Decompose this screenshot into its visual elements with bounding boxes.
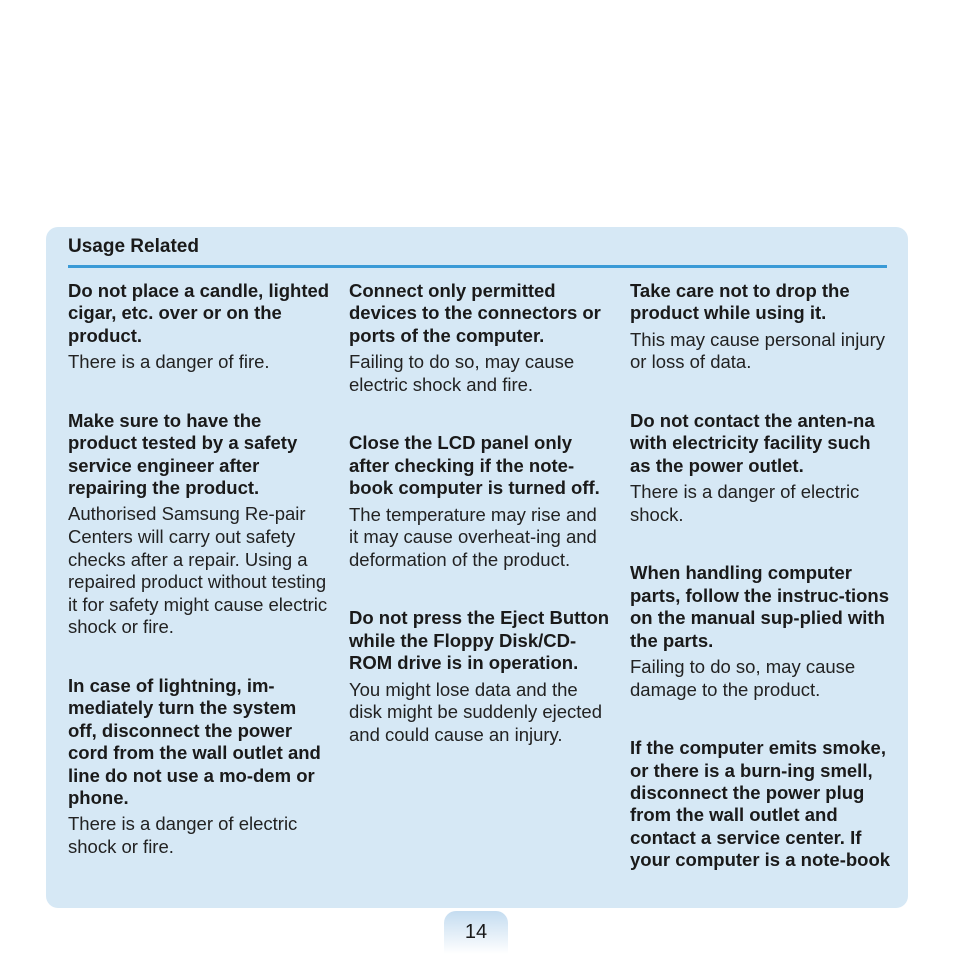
warning-heading: Do not place a candle, lighted cigar, etc. over or on the product. [68, 280, 330, 346]
warning-item [630, 280, 892, 374]
warning-item [68, 410, 330, 639]
warning-body: There is a danger of electric shock. [630, 481, 860, 525]
warning-heading: Do not contact the anten-na with electricity facility such as the power outlet. [630, 410, 875, 476]
warning-body: This may cause personal injury or loss of data. [630, 328, 885, 373]
warning-heading: When handling computer parts, follow the instruc-tions on the manual sup-plied with the parts. [630, 562, 890, 651]
warning-item [68, 675, 330, 859]
warning-heading: Close the LCD panel only after checking if the note-book computer is turned off. [349, 432, 600, 499]
warning-item [630, 410, 892, 526]
warning-body: Failing to do so, may cause damage to the product. [630, 656, 856, 700]
page-number: 14 [464, 921, 488, 943]
column-2 [349, 280, 611, 746]
warning-heading: Take care not to drop the product while using it. [630, 280, 850, 324]
warning-heading: Do not press the Eject Button while the Floppy Disk/CD-ROM drive is in operation. [349, 607, 610, 674]
warning-body: Authorised Samsung Re-pair Centers will carry out safety checks after a repair. Using a repaired product without testing it for safety might cause electric shock or fire. [68, 503, 328, 638]
warning-item [349, 432, 611, 571]
warning-heading: If the computer emits smoke, or there is a burn-ing smell, disconnect the power plug from the wall outlet and contact a service center. If your computer is a note-book [630, 737, 891, 871]
warning-body: There is a danger of fire. [68, 351, 270, 373]
title-divider [68, 265, 887, 268]
warning-body: Failing to do so, may cause electric shock and fire. [349, 351, 575, 395]
section-title: Usage Related [68, 236, 199, 257]
warning-heading: In case of lightning, im-mediately turn the system off, disconnect the power cord from the wall outlet and line do not use a mo-dem or phone. [68, 675, 321, 809]
warning-item [630, 737, 892, 871]
warning-heading: Make sure to have the product tested by a safety service engineer after repairing the product. [68, 409, 298, 499]
warning-heading: Connect only permitted devices to the connectors or ports of the computer. [349, 280, 601, 346]
warning-item [630, 562, 892, 701]
warning-body: The temperature may rise and it may cause overheat-ing and deformation of the product. [349, 503, 597, 570]
warning-item [349, 607, 611, 746]
warning-body: You might lose data and the disk might be suddenly ejected and could cause an injury. [349, 678, 602, 745]
warning-item [68, 280, 330, 374]
warning-body: There is a danger of electric shock or fire. [68, 813, 298, 858]
column-1 [68, 280, 330, 859]
column-3 [630, 280, 892, 872]
warning-item [349, 280, 611, 396]
